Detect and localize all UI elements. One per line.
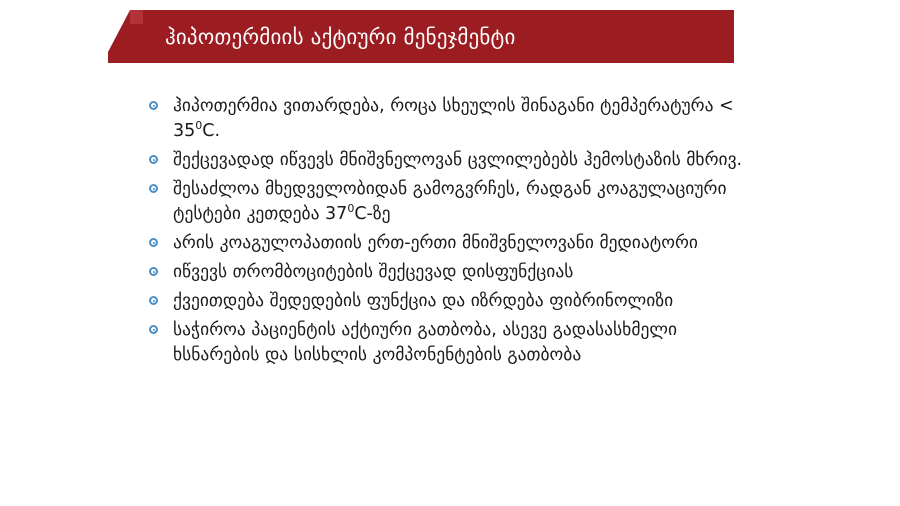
bullet-superscript: 0 <box>195 119 203 133</box>
bullet-text: იწვევს თრომბოციტების შექცევად დისფუნქციას <box>173 262 574 282</box>
title-corner-decoration <box>108 10 148 63</box>
bullet-item <box>148 318 768 368</box>
bullet-item <box>148 148 768 173</box>
bullet-item <box>148 260 768 285</box>
bullet-text: ქვეითდება შედედების ფუნქცია და იზრდება ფიბრინოლიზი <box>173 291 674 311</box>
bullet-text-suffix: C-ზე <box>354 204 391 224</box>
bullet-circle-icon <box>149 101 158 110</box>
bullet-text: შესაძლოა მხედველობიდან გამოგვრჩეს, რადგან კოაგულაციური ტესტები კეთდება 37 <box>173 179 727 224</box>
bullet-circle-icon <box>149 155 158 164</box>
bullet-item <box>148 289 768 314</box>
bullet-text: ჰიპოთერმია ვითარდება, როცა სხეულის შინაგანი ტემპერატურა < 35 <box>173 96 734 141</box>
bullet-item <box>148 231 768 256</box>
bullet-superscript: 0 <box>347 202 355 216</box>
bullet-text-suffix: C. <box>202 121 221 141</box>
bullet-circle-icon <box>149 238 158 247</box>
bullet-circle-icon <box>149 325 158 334</box>
bullet-item <box>148 94 768 144</box>
title-banner <box>143 10 734 63</box>
slide-title: ჰიპოთერმიის აქტიური მენეჯმენტი <box>165 24 516 49</box>
bullet-text: არის კოაგულოპათიის ერთ-ერთი მნიშვნელოვანი მედიატორი <box>173 233 698 253</box>
bullet-circle-icon <box>149 296 158 305</box>
bullet-list <box>148 94 768 372</box>
bullet-circle-icon <box>149 267 158 276</box>
bullet-item <box>148 177 768 227</box>
bullet-text: საჭიროა პაციენტის აქტიური გათბობა, ასევე გადასასხმელი ხსნარების და სისხლის კომპონენტების გათბობა <box>173 320 678 365</box>
bullet-text: შექცევადად იწვევს მნიშვნელოვან ცვლილებებს ჰემოსტაზის მხრივ. <box>173 150 743 170</box>
bullet-circle-icon <box>149 184 158 193</box>
